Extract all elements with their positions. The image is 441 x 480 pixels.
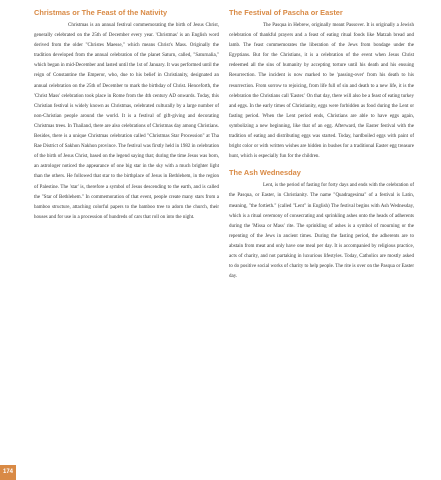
paragraph-pascha: The Pasqua in Hebrew, originally meant Passover. It is originally a Jewish celebration of thankful prayers and a feast of eating ritual foods like Matzah bread and lamb. The feast commemorates the liberation of the Jews from bondage under the Egyptians. But for the Christians, it is a celebration of the event when Jesus Christ redeemed all the sins of humanity by accepting torture until his death and his ensuing Resurrection. The incident is now marked to be 'passing-over' from his death to his resurrection. From sorrow to rejoicing, from life full of sin and death to a new life, it is the celebration the Christians call 'Easter.' On that day, there will also be a feast of eating turkey and eggs. In the early times of Christianity, eggs were forbidden as food during the Lent or fasting period. When the Lent period ends, Christians are able to have eggs again, symbolizing a new beginning, like that of an egg. Afterward, the Easter festival with the tradition of eating and distributing eggs was started. Today, hardboiled eggs with paint of bright color or with written wishes are hidden in bushes for a traditional Easter egg treasure hunt, which is especially fun for the children. [229, 23, 414, 160]
section-heading-christmas: Christmas or The Feast of the Nativity [34, 8, 168, 17]
section-heading-ash-wednesday: The Ash Wednesday [229, 168, 301, 178]
paragraph-christmas: Christmas is an annual festival commemorating the birth of Jesus Christ, generally celebrated on the 25th of December every year. 'Christmas' is an English word derived from the older "Christes Maesse," which means Christ's Mass. Originally the tradition developed from the annual celebration of the planet Saturn, called, "Saturnalia," which began in mid-December and lasted until the 1st of January. It was performed until the reign of Constantine the Emperor, who, due to his belief in Christianity, designated an annual celebration on the 25th of December to mark the birthday of Christ. Henceforth, the 'Christ Mass' celebration took place in Rome from the 4th century AD onwards. Today, this Christian festival is widely known as Christmas, celebrated culturally by a large number of non-Christian people around the world. It is a festival of gift-giving and decorating Christmas trees. In Thailand, there are also celebrations of Christmas day among Christians. Besides, there is a unique Christmas celebration called "Christmas Star Procession" at Tha Rae District of Sakhon Nakhon province. The festival was firstly held in 1982 in celebration of the birth of Jesus Christ, based on the legend saying that; during the time Jesus was born, an astrologer noticed the appearance of one big star in the sky with a much brighter light than the others. He followed that star to the birthplace of Jesus in Bethlehem, in the region of Palestine. The 'star' is, therefore a symbol of Jesus descending to the earth, and is called the "Star of Bethlehem." In commemoration of that event, people create many stars from a bamboo structure, attaching colorful papers to the bamboo tree to adorn the church, their houses and for use in a procession of hundreds of cars that roll on into the night. [34, 23, 219, 220]
page-number: 174 [0, 465, 16, 480]
right-column [229, 8, 414, 282]
left-column [34, 8, 219, 223]
section-heading-pascha: The Festival of Pascha or Easter [229, 8, 343, 17]
paragraph-ash-wednesday: Lent, is the period of fasting for forty days and ends with the celebration of the Pasqua, or Easter, in Christianity. The name "Quadragesima" of a festival is Latin, meaning, "the fortieth." (called "Lent" in English) The festival begins with Ash Wednesday, which is a ritual ceremony of consecrating and sprinkling ashes onto the heads of adherents during the 'Missa or Mass' rite. The sprinkling of ashes is a symbol of mourning or the repenting of the Jews in ancient times. During the fasting period, the adherents are to abstain from meat and only have one meal per day. It is accompanied by religious practice, acts of charity, and not partaking in luxurious lifestyles. Today, Catholics are mostly asked to do positive social works of charity to help people. The rite is over on the Pasqua or Easter day. [229, 183, 414, 280]
